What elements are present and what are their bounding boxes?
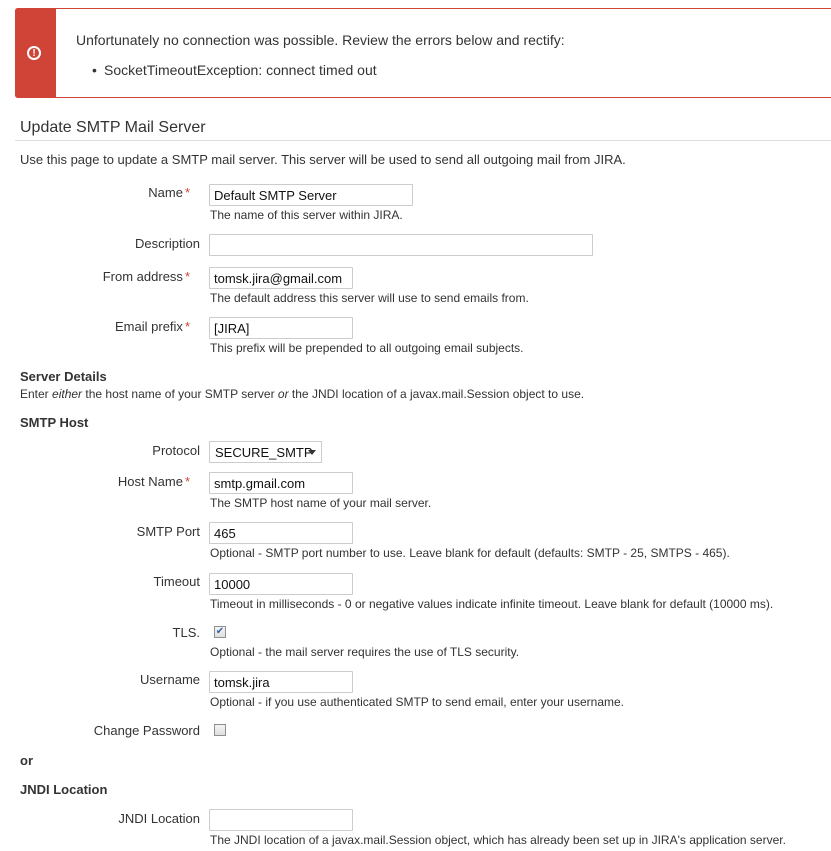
jndi-location-label: JNDI Location [118,811,200,826]
protocol-label: Protocol [152,443,200,458]
title-divider [15,140,831,141]
timeout-input[interactable] [209,573,353,595]
description-input[interactable] [209,234,593,256]
tls-help: Optional - the mail server requires the use of TLS security. [210,645,520,659]
exclamation-circle-icon: ! [27,46,41,60]
smtp-port-help: Optional - SMTP port number to use. Leave blank for default (defaults: SMTP - 25, SMTPS - 465). [210,546,730,560]
required-marker: * [184,319,190,334]
description-label: Description [134,236,200,251]
server-details-heading: Server Details [20,369,107,384]
jndi-location-input[interactable] [209,809,353,831]
from-address-input[interactable] [209,267,353,289]
error-item: • SocketTimeoutException: connect timed out [104,62,377,78]
username-help: Optional - if you use authenticated SMTP to send email, enter your username. [210,695,624,709]
username-input[interactable] [209,671,353,693]
name-help: The name of this server within JIRA. [210,208,403,222]
chevron-down-icon [308,450,316,455]
host-name-input[interactable] [209,472,353,494]
email-prefix-input[interactable] [209,317,353,339]
host-name-label: Host Name * [117,474,190,489]
username-label: Username [140,672,200,687]
or-separator: or [20,753,33,768]
email-prefix-help: This prefix will be prepended to all outgoing email subjects. [210,341,524,355]
error-banner [15,8,831,98]
jndi-heading: JNDI Location [20,782,108,797]
page-title: Update SMTP Mail Server [20,119,206,136]
timeout-label: Timeout [153,574,200,589]
error-message: Unfortunately no connection was possible. Review the errors below and rectify: [76,32,565,48]
required-marker: * [184,474,190,489]
email-prefix-label: Email prefix * [115,319,190,334]
tls-label: TLS. [172,625,200,640]
protocol-select[interactable]: SECURE_SMTP [209,441,322,463]
tls-checkbox[interactable]: ✔ [215,626,225,637]
timeout-help: Timeout in milliseconds - 0 or negative values indicate infinite timeout. Leave blank for default (10000 ms). [210,597,774,611]
name-label: Name * [148,185,190,200]
required-marker: * [184,185,190,200]
name-input[interactable] [209,184,413,206]
required-marker: * [184,269,190,284]
smtp-port-input[interactable] [209,522,353,544]
server-details-text: Enter either the host name of your SMTP server or the JNDI location of a javax.mail.Session object to use. [20,387,585,401]
smtp-port-label: SMTP Port [136,524,200,539]
page-intro: Use this page to update a SMTP mail server. This server will be used to send all outgoing mail from JIRA. [20,152,626,167]
smtp-host-heading: SMTP Host [20,415,89,430]
change-password-checkbox[interactable] [214,724,226,736]
from-address-help: The default address this server will use to send emails from. [210,291,529,305]
host-name-help: The SMTP host name of your mail server. [210,496,432,510]
change-password-label: Change Password [93,723,200,738]
from-address-label: From address * [102,269,190,284]
jndi-location-help: The JNDI location of a javax.mail.Session object, which has already been set up in JIRA's application server. [210,833,786,847]
